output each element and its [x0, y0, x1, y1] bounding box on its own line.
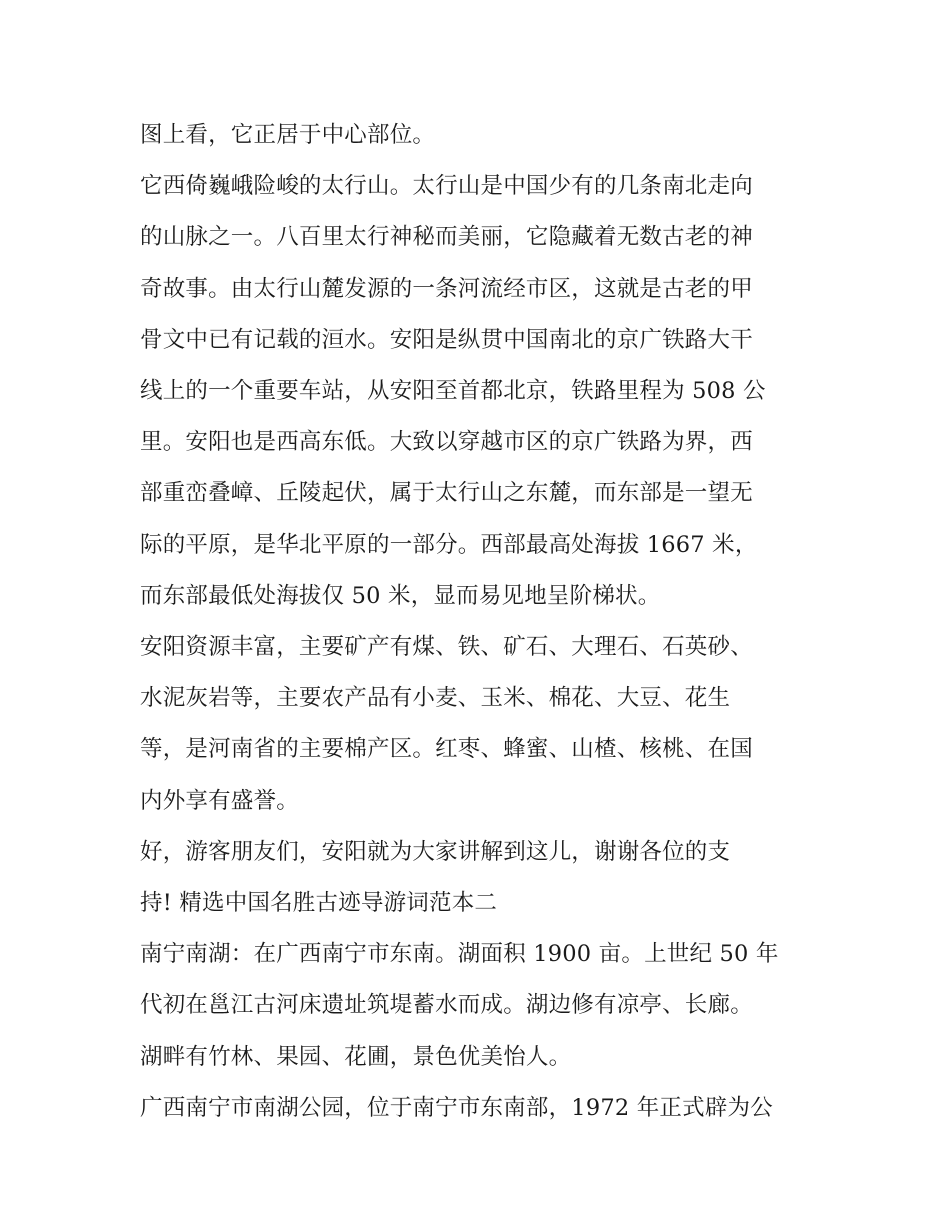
paragraph-4: 好，游客朋友们，安阳就为大家讲解到这儿，谢谢各位的支 持! 精选中国名胜古迹导游词范本二: [140, 838, 731, 917]
paragraph-3: 安阳资源丰富，主要矿产有煤、铁、矿石、大理石、石英砂、 水泥灰岩等，主要农产品有小麦、玉米、棉花、大豆、花生 等，是河南省的主要棉产区。红枣、蜂蜜、山楂、核桃、在国 内外享有盛誉。: [140, 634, 753, 814]
paragraph-2: 它西倚巍峨险峻的太行山。太行山是中国少有的几条南北走向 的山脉之一。八百里太行神秘而美丽，它隐藏着无数古老的神 奇故事。由太行山麓发源的一条河流经市区，这就是古老的甲 骨文中已有记载的洹水。安阳是纵贯中国南北的京广铁路大干 线上的一个重要车站，从安阳至首都北京，铁路里程为 508 公 里。安阳也是西高东低。大致以穿越市区的京广铁路为界，西 部重峦叠嶂、丘陵起伏，属于太行山之东麓，而东部是一望无 际的平原，是华北平原的一部分。西部最高处海拔 1667 米， 而东部最低处海拔仅 50 米，显而易见地呈阶梯状。: [140, 173, 766, 609]
paragraph-6: 广西南宁市南湖公园，位于南宁市东南部，1972 年正式辟为公: [140, 1094, 773, 1121]
paragraph-1: 图上看，它正居于中心部位。: [140, 122, 436, 148]
document-body: [140, 110, 820, 1134]
paragraph-5: 南宁南湖：在广西南宁市东南。湖面积 1900 亩。上世纪 50 年 代初在邕江古河床遗址筑堤蓄水而成。湖边修有凉亭、长廊。 湖畔有竹林、果园、花圃，景色优美怡人。: [140, 941, 779, 1070]
